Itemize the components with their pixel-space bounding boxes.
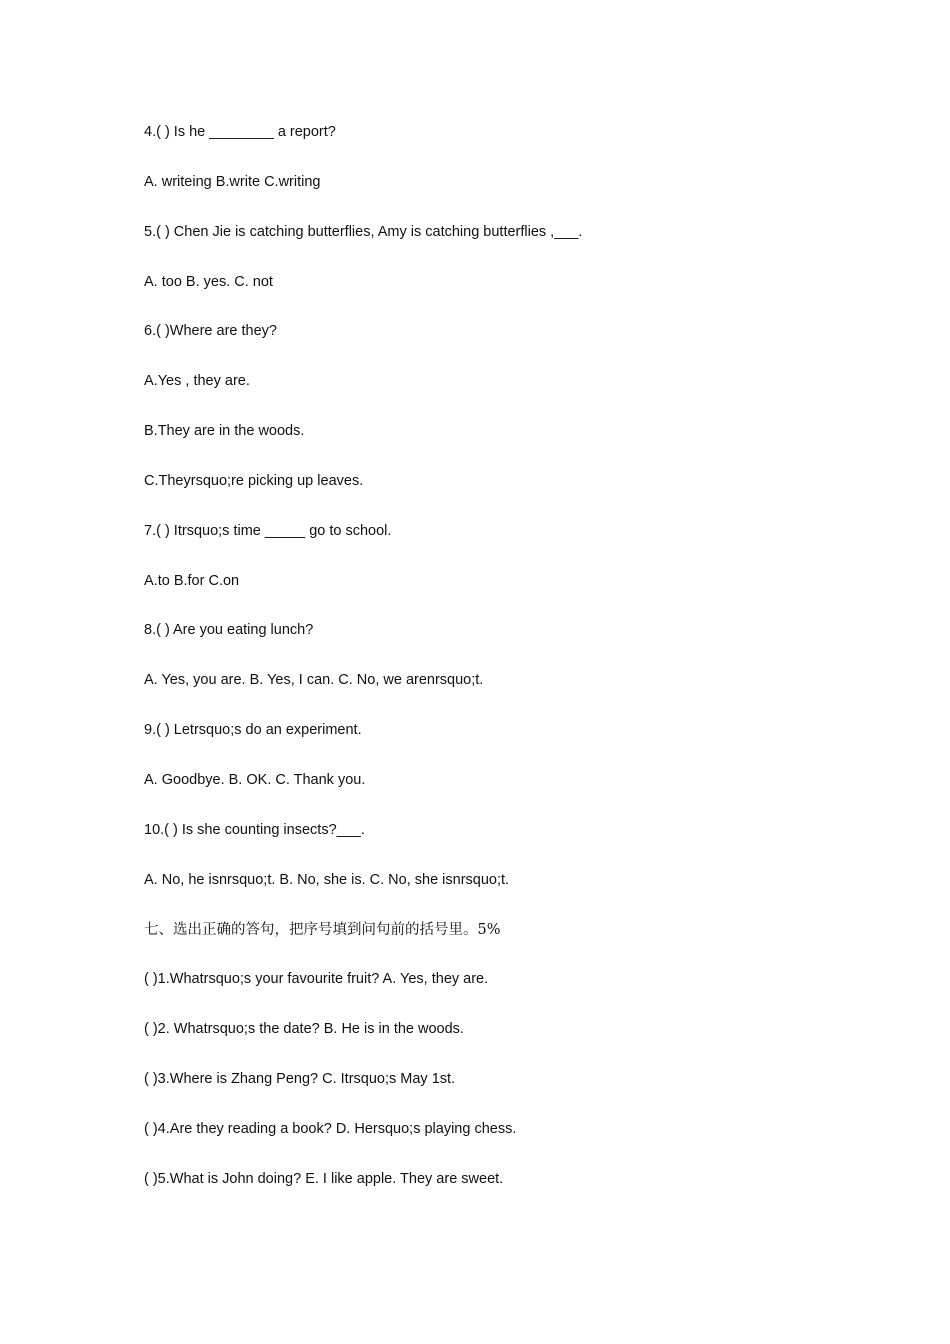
question-5-options: A. too B. yes. C. not <box>144 273 273 290</box>
question-6-option-b: B.They are in the woods. <box>144 423 305 440</box>
question-4: 4.( ) Is he ________ a report? <box>144 124 336 140</box>
question-9: 9.( ) Letrsquo;s do an experiment. <box>144 722 362 739</box>
question-5: 5.( ) Chen Jie is catching butterflies, Amy is catching butterflies ,___. <box>144 223 583 240</box>
question-8: 8.( ) Are you eating lunch? <box>144 622 314 639</box>
document-content <box>144 122 844 1219</box>
match-item-4: ( )4.Are they reading a book? D. Hersquo;s playing chess. <box>144 1120 517 1137</box>
question-6-option-c: C.Theyrsquo;re picking up leaves. <box>144 472 364 489</box>
question-8-options: A. Yes, you are. B. Yes, I can. C. No, we arenrsquo;t. <box>144 672 484 689</box>
section-7-heading: 七、选出正确的答句，把序号填到问句前的括号里。5% <box>144 921 501 938</box>
match-item-5: ( )5.What is John doing? E. I like apple. They are sweet. <box>144 1170 504 1187</box>
question-4-options: A. writeing B.write C.writing <box>144 173 321 190</box>
question-7-options: A.to B.for C.on <box>144 572 240 589</box>
match-item-2: ( )2. Whatrsquo;s the date? B. He is in the woods. <box>144 1021 464 1038</box>
question-9-options: A. Goodbye. B. OK. C. Thank you. <box>144 771 366 788</box>
question-7: 7.( ) Itrsquo;s time _____ go to school. <box>144 522 392 539</box>
question-6: 6.( )Where are they? <box>144 323 277 340</box>
question-10: 10.( ) Is she counting insects?___. <box>144 821 365 838</box>
match-item-1: ( )1.Whatrsquo;s your favourite fruit? A. Yes, they are. <box>144 971 489 988</box>
question-6-option-a: A.Yes , they are. <box>144 373 250 390</box>
question-10-options: A. No, he isnrsquo;t. B. No, she is. C. No, she isnrsquo;t. <box>144 871 510 888</box>
match-item-3: ( )3.Where is Zhang Peng? C. Itrsquo;s May 1st. <box>144 1071 456 1088</box>
